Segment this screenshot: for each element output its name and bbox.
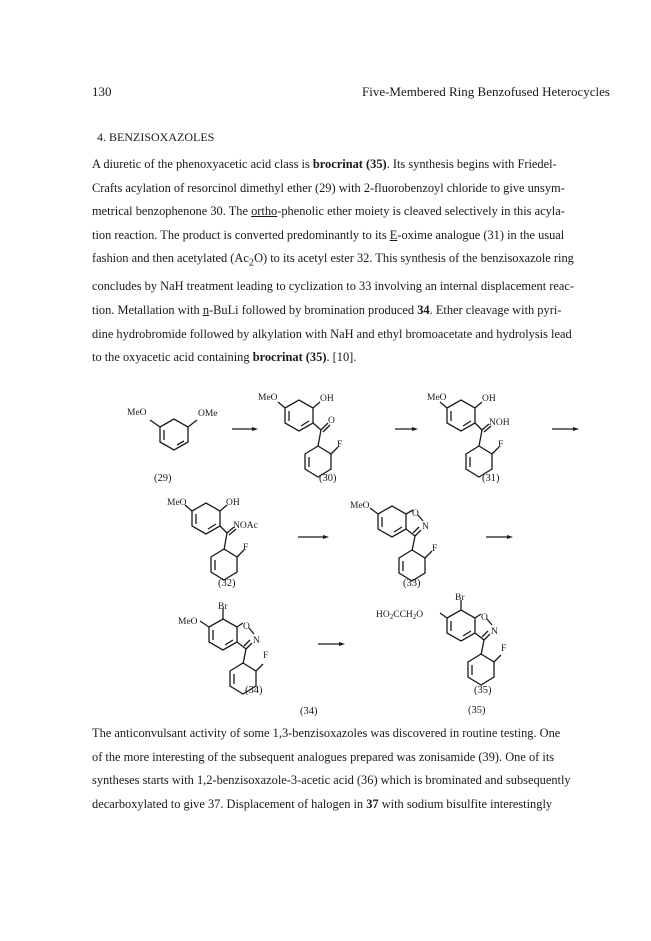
text-run: to the oxyacetic acid containing: [92, 350, 253, 365]
nitrogen-label: N: [253, 636, 260, 646]
bond: [313, 402, 320, 408]
methoxy-label: MeO: [127, 408, 147, 418]
section-heading: 4. BENZISOXAZOLES: [97, 130, 215, 144]
fluorine-label: F: [498, 440, 504, 450]
underlined-run: n: [202, 303, 210, 318]
text-run: metrical benzophenone 30. The: [92, 204, 252, 219]
caption-label-34: (34): [300, 706, 318, 717]
oxygen-label: O: [243, 622, 250, 632]
compound-label-33: (33): [403, 578, 421, 589]
oxygen-label: O: [328, 416, 335, 426]
bond: [479, 430, 482, 446]
bond: [256, 664, 263, 671]
bromine-label: Br: [218, 602, 228, 612]
nitrogen-label: N: [422, 522, 429, 532]
bond: [475, 423, 482, 430]
text-run: tion. Metallation with: [92, 303, 203, 318]
bond: [481, 640, 484, 655]
bond: [475, 402, 482, 408]
oxime-label: NOH: [489, 418, 510, 428]
hydroxyl-label: OH: [482, 394, 496, 404]
bond: [278, 402, 285, 408]
nitrogen-label: N: [491, 627, 498, 637]
bond: [318, 430, 321, 446]
compound-label-31: (31): [482, 473, 500, 484]
methoxy-label: MeO: [167, 498, 187, 508]
caption-label-35: (35): [468, 705, 486, 716]
text-run: -phenolic ether moiety is cleaved selectively in this acyla-: [277, 204, 565, 219]
fluorine-label: F: [337, 440, 343, 450]
bond: [425, 551, 432, 558]
underlined-run: E: [389, 227, 398, 242]
fluorine-label: F: [432, 544, 438, 554]
text-run: Crafts acylation of resorcinol dimethyl ether (29) with 2-fluorobenzoyl chloride to give unsym-: [92, 180, 565, 195]
compound-29-structure: [127, 408, 218, 450]
text-run: with sodium bisulfite interestingly: [378, 796, 553, 811]
text-run: O) to its acetyl ester 32. This synthesis of the benzisoxazole ring: [254, 251, 574, 266]
arrowhead: [339, 642, 345, 646]
text-run: decarboxylated to give 37. Displacement of halogen in: [92, 796, 367, 811]
text-line: [92, 793, 612, 817]
methoxy-label: MeO: [258, 393, 278, 403]
oxygen-label: O: [481, 613, 488, 623]
text-run: . Ether cleavage with pyri-: [429, 303, 562, 318]
bond: [150, 420, 160, 427]
page-number: 130: [92, 84, 112, 99]
bond: [313, 423, 321, 430]
paragraph-2: [92, 722, 612, 816]
compound-34-structure: [178, 602, 268, 694]
arrowhead: [573, 427, 579, 431]
methoxy-label: OMe: [198, 409, 218, 419]
fluorine-label: F: [501, 644, 507, 654]
bond: [220, 526, 227, 533]
text-run: The anticonvulsant activity of some 1,3-benzisoxazoles was discovered in routine testing. One: [92, 726, 561, 740]
oxygen-label: O: [412, 509, 419, 519]
compound-label-34: (34): [245, 685, 263, 696]
running-title: Five-Membered Ring Benzofused Heterocycles: [361, 84, 610, 99]
underlined-run: ortho: [251, 204, 278, 219]
text-run: fashion and then acetylated (Ac: [92, 251, 249, 266]
bond: [494, 655, 501, 662]
hydroxyl-label: OH: [320, 394, 334, 404]
bond: [440, 613, 447, 618]
subscript-run: 2: [248, 257, 255, 269]
bond: [243, 649, 246, 664]
arrowhead: [323, 535, 329, 539]
arrowhead: [412, 427, 418, 431]
fluorine-label: F: [243, 543, 249, 553]
methoxy-label: MeO: [427, 393, 447, 403]
bond: [200, 621, 209, 627]
acetyl-oxime-label: NOAc: [233, 521, 258, 531]
compound-33-structure: [350, 501, 437, 581]
text-run: dine hydrobromide followed by alkylation with NaH and ethyl bromoacetate and hydrolysis lead: [92, 326, 572, 341]
compound-label-30: (30): [319, 473, 337, 484]
text-run: syntheses starts with 1,2-benzisoxazole-3-acetic acid (36) which is brominated and subsequently: [92, 773, 571, 788]
bold-run: 37: [366, 796, 379, 811]
compound-35-structure: [376, 593, 506, 685]
bold-run: 34: [417, 303, 430, 318]
compound-label-29: (29): [154, 473, 172, 484]
text-run: concludes by NaH treatment leading to cyclization to 33 involving an internal displacement reac-: [92, 279, 575, 294]
text-line: [92, 722, 612, 746]
bond: [370, 508, 378, 514]
arrowhead: [252, 427, 258, 431]
text-run: . [10].: [326, 350, 357, 365]
fluorine-label: F: [263, 651, 269, 661]
compound-31-structure: [427, 393, 510, 477]
bold-run: brocrinat (35): [312, 157, 387, 171]
text-line: [92, 769, 612, 793]
compound-label-35: (35): [474, 685, 492, 696]
bromine-label: Br: [455, 593, 465, 603]
text-run: . Its synthesis begins with Friedel-: [386, 157, 557, 171]
methoxy-label: MeO: [178, 617, 198, 627]
hydroxyl-label: OH: [226, 498, 240, 508]
arrowhead: [507, 535, 513, 539]
text-run: -oxime analogue (31) in the usual: [397, 227, 565, 242]
oxyacetic-acid-label: $HO_2CCH_2O$: [376, 610, 424, 621]
methoxy-label: MeO: [350, 501, 370, 511]
bond: [412, 536, 415, 551]
text-run: -BuLi followed by bromination produced: [209, 303, 418, 318]
bond: [224, 533, 227, 550]
compound-32-structure: [167, 498, 258, 580]
compound-30-structure: [258, 393, 342, 477]
text-line: [92, 746, 612, 770]
bond: [188, 420, 197, 427]
bold-run: brocrinat (35): [252, 350, 327, 365]
text-run: of the more interesting of the subsequent analogues prepared was zonisamide (39). One of its: [92, 749, 555, 764]
compound-label-32: (32): [218, 578, 236, 589]
text-run: tion reaction. The product is converted predominantly to its: [92, 227, 390, 242]
text-run: A diuretic of the phenoxyacetic acid class is: [92, 157, 313, 171]
